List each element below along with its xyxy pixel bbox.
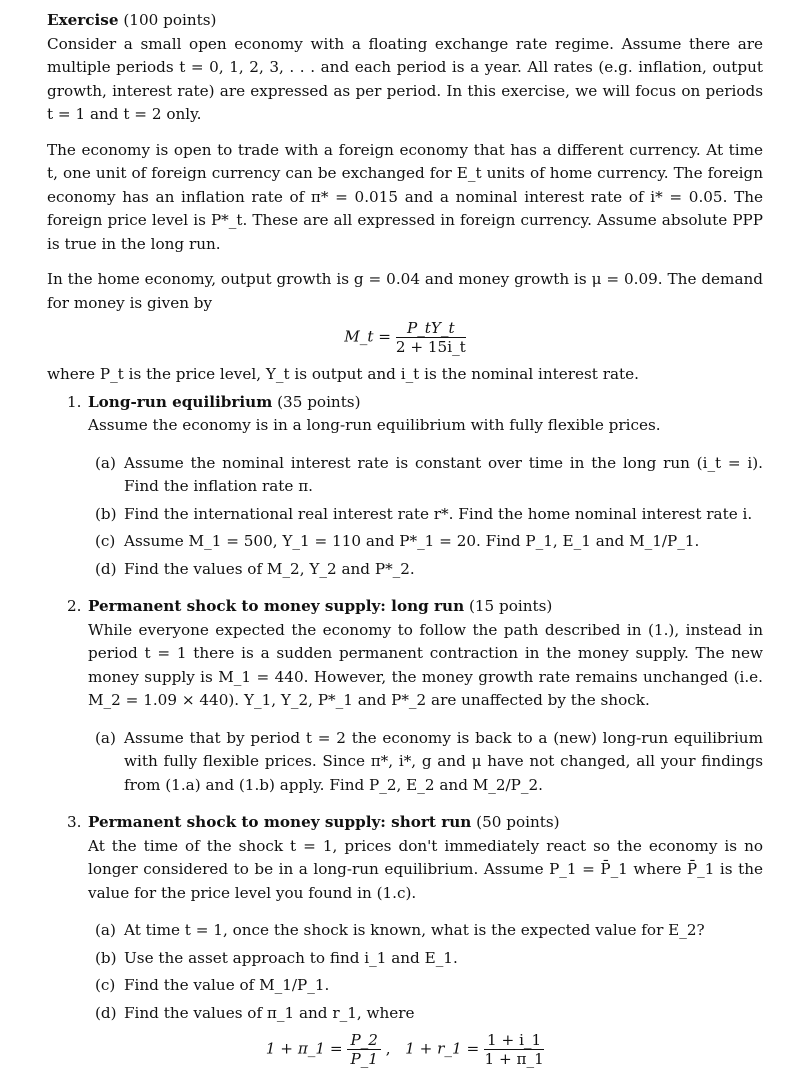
section-points: (35 points) bbox=[277, 392, 361, 411]
section-marker: 3. bbox=[67, 813, 82, 831]
equation-denominator: P_1 bbox=[350, 1050, 378, 1068]
question-text: Assume M_1 = 500, Y_1 = 110 and P*_1 = 20. Find P_1, E_1 and M_1/P_1. bbox=[124, 532, 700, 550]
question-marker: (d) bbox=[95, 1003, 117, 1022]
section-marker: 2. bbox=[67, 597, 82, 615]
question-text: At time t = 1, once the shock is known, what is the expected value for E_2? bbox=[124, 921, 705, 939]
inflation-real-rate-equation bbox=[47, 1031, 763, 1068]
section-title: Permanent shock to money supply: long run bbox=[88, 597, 465, 615]
question-marker: (b) bbox=[95, 504, 117, 523]
question-3b bbox=[47, 947, 763, 971]
exercise-points: (100 points) bbox=[123, 11, 217, 29]
equation-denominator: 1 + π_1 bbox=[484, 1050, 544, 1068]
question-1b bbox=[47, 503, 763, 527]
question-2a bbox=[47, 727, 763, 798]
equation-fraction-prices bbox=[347, 1031, 380, 1068]
section-body: At the time of the shock t = 1, prices don't immediately react so the economy is no longer considered to be in a long-run equilibrium. Assume P_1 = P̄_1 where P̄_1 is the value for the price level you found in (1.c). bbox=[88, 836, 763, 902]
question-marker: (a) bbox=[95, 921, 116, 939]
section-body: Assume the economy is in a long-run equilibrium with fully flexible prices. bbox=[88, 416, 661, 434]
exercise-header bbox=[47, 9, 763, 33]
exercise-title: Exercise bbox=[47, 11, 119, 29]
section-points: (15 points) bbox=[468, 597, 553, 615]
question-marker: (a) bbox=[95, 728, 116, 747]
money-demand-equation bbox=[47, 319, 763, 359]
section-2 bbox=[47, 595, 763, 713]
money-demand-lhs: M_t = bbox=[344, 327, 392, 346]
question-3d bbox=[47, 1002, 763, 1026]
question-marker: (b) bbox=[95, 948, 117, 967]
question-3c bbox=[47, 974, 763, 998]
question-text: Find the values of π_1 and r_1, where bbox=[124, 1003, 415, 1022]
question-text: Find the international real interest rate r*. Find the home nominal interest rate i. bbox=[124, 504, 753, 523]
exercise-page bbox=[47, 9, 763, 1068]
question-1c bbox=[47, 530, 763, 554]
section-marker: 1. bbox=[67, 392, 82, 411]
money-demand-fraction bbox=[396, 319, 466, 356]
equation-lhs-inflation: 1 + π_1 = bbox=[265, 1039, 343, 1058]
question-marker: (c) bbox=[95, 976, 116, 994]
question-1a bbox=[47, 452, 763, 499]
equation-separator: , bbox=[385, 1039, 391, 1058]
question-1d bbox=[47, 558, 763, 582]
section-3 bbox=[47, 811, 763, 905]
section-points: (50 points) bbox=[476, 813, 560, 831]
section-body: While everyone expected the economy to follow the path described in (1.), instead in period t = 1 there is a sudden permanent contraction in the money supply. The new money supply is M_1 = 440. However, the money growth rate remains unchanged (i.e. M_2 = 1.09 × 440). Y_1, Y_2, P*_1 and P*_2 are unaffected by the shock. bbox=[88, 620, 763, 709]
section-title: Long-run equilibrium bbox=[88, 392, 273, 411]
section-1 bbox=[47, 391, 763, 438]
question-marker: (d) bbox=[95, 559, 117, 578]
money-demand-numerator: P_tY_t bbox=[396, 319, 466, 338]
intro-paragraph-3: In the home economy, output growth is g = 0.04 and money growth is μ = 0.09. The demand for money is given by bbox=[47, 270, 763, 312]
intro-paragraph-4: where P_t is the price level, Y_t is output and i_t is the nominal interest rate. bbox=[47, 365, 639, 383]
question-text: Assume that by period t = 2 the economy is back to a (new) long-run equilibrium with fully flexible prices. Since π*, i*, g and μ have not changed, all your findings from (1.a) and (1.b) apply. Find P_2, E_2 and M_2/P_2. bbox=[124, 728, 763, 794]
section-title: Permanent shock to money supply: short run bbox=[88, 813, 472, 831]
question-text: Use the asset approach to find i_1 and E_1. bbox=[124, 948, 458, 967]
question-3a bbox=[47, 919, 763, 943]
question-text: Assume the nominal interest rate is constant over time in the long run (i_t = i). Find the inflation rate π. bbox=[124, 453, 763, 495]
intro-paragraph-1: Consider a small open economy with a floating exchange rate regime. Assume there are multiple periods t = 0, 1, 2, 3, . . . and each period is a year. All rates (e.g. inflation, output growth, interest rate) are expressed as per period. In this exercise, we will focus on periods t = 1 and t = 2 only. bbox=[47, 34, 763, 123]
question-text: Find the values of M_2, Y_2 and P*_2. bbox=[124, 559, 415, 578]
question-text: Find the value of M_1/P_1. bbox=[124, 976, 330, 994]
question-marker: (a) bbox=[95, 453, 116, 472]
equation-fraction-rates bbox=[484, 1031, 544, 1068]
equation-numerator: 1 + i_1 bbox=[484, 1031, 544, 1050]
money-demand-denominator: 2 + 15i_t bbox=[395, 338, 466, 356]
equation-numerator: P_2 bbox=[347, 1031, 380, 1050]
question-marker: (c) bbox=[95, 532, 116, 550]
equation-lhs-real-rate: 1 + r_1 = bbox=[405, 1039, 480, 1058]
intro-paragraph-2: The economy is open to trade with a foreign economy that has a different currency. At time t, one unit of foreign currency can be exchanged for E_t units of home currency. The foreign economy has an inflation rate of π* = 0.015 and a nominal interest rate of i* = 0.05. The foreign price level is P*_t. These are all expressed in foreign currency. Assume absolute PPP is true in the long run. bbox=[47, 140, 763, 253]
